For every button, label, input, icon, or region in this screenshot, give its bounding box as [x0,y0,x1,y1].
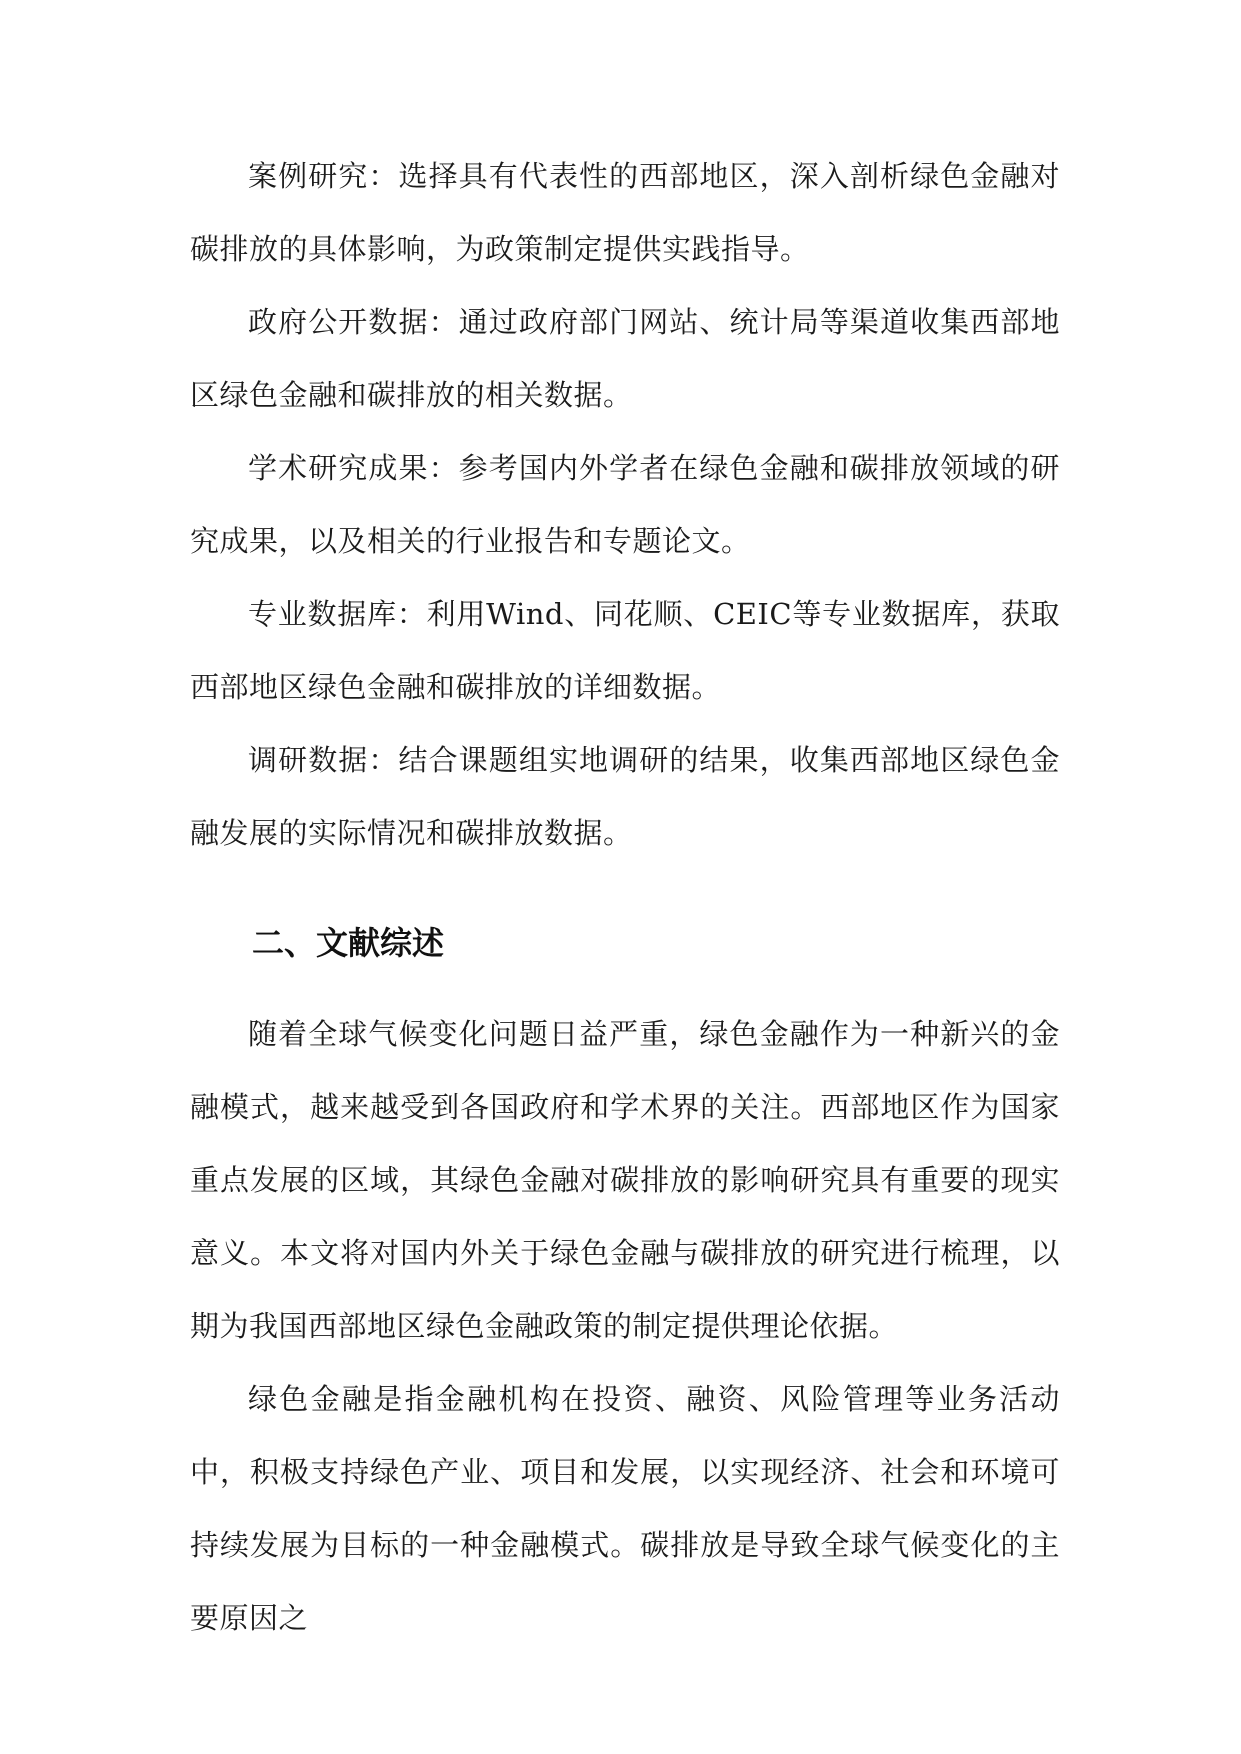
paragraph-professional-database: 专业数据库：利用Wind、同花顺、CEIC等专业数据库，获取西部地区绿色金融和碳排放的详细数据。 [190,597,1060,704]
paragraph-case-study: 案例研究：选择具有代表性的西部地区，深入剖析绿色金融对碳排放的具体影响，为政策制定提供实践指导。 [190,159,1060,266]
page-content [190,140,1060,1655]
section-heading-literature-review: 二、文献综述 [252,924,445,962]
paragraph-academic-research: 学术研究成果：参考国内外学者在绿色金融和碳排放领域的研究成果，以及相关的行业报告和专题论文。 [190,451,1060,558]
paragraph-green-finance-definition: 绿色金融是指金融机构在投资、融资、风险管理等业务活动中，积极支持绿色产业、项目和发展，以实现经济、社会和环境可持续发展为目标的一种金融模式。碳排放是导致全球气候变化的主要原因之 [190,1382,1060,1635]
paragraph-survey-data: 调研数据：结合课题组实地调研的结果，收集西部地区绿色金融发展的实际情况和碳排放数据。 [190,743,1060,850]
paragraph-review-intro: 随着全球气候变化问题日益严重，绿色金融作为一种新兴的金融模式，越来越受到各国政府和学术界的关注。西部地区作为国家重点发展的区域，其绿色金融对碳排放的影响研究具有重要的现实意义。本文将对国内外关于绿色金融与碳排放的研究进行梳理，以期为我国西部地区绿色金融政策的制定提供理论依据。 [190,1017,1060,1343]
paragraph-government-data: 政府公开数据：通过政府部门网站、统计局等渠道收集西部地区绿色金融和碳排放的相关数据。 [190,305,1060,412]
